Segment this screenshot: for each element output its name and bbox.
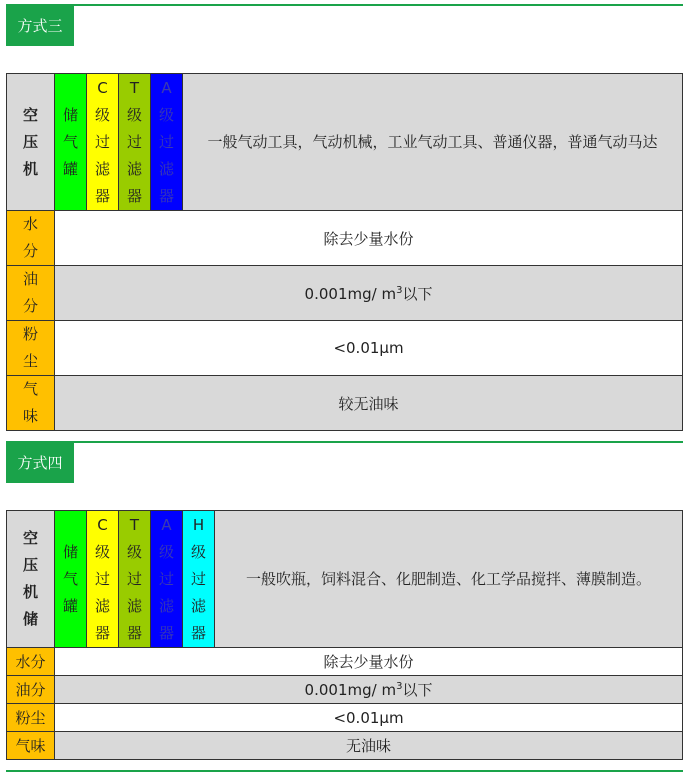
filter-a-char: 器 [158,623,174,642]
filter-c-char: 过 [94,569,110,588]
filter-t-cell [119,74,151,211]
filter-t-char: T [129,78,140,97]
tank-char: 气 [62,132,78,151]
section-4-header-row [7,511,683,648]
compressor-char: 压 [22,556,38,574]
table-row [7,676,683,704]
filter-c-char: 级 [94,542,110,561]
compressor-char: 空 [22,105,38,124]
section-3-header [6,4,683,35]
section-4-table [6,510,683,760]
row-value: <0.01μm [55,321,683,376]
tank-char: 罐 [62,159,78,178]
row-value: 除去少量水份 [55,211,683,266]
table-row [7,648,683,676]
row-value: 较无油味 [55,376,683,431]
filter-a-char: 器 [158,186,174,205]
compressor-char: 压 [22,132,38,151]
filter-t-char: 级 [126,105,142,124]
tank-char: 储 [62,105,78,124]
tank-cell [55,511,87,648]
filter-a-char: 级 [158,105,174,124]
filter-c-char: C [97,515,108,534]
filter-h-char: 器 [190,623,206,642]
filter-a-char: 级 [158,542,174,561]
section-4-header [6,441,683,472]
compressor-char: 空 [22,529,38,547]
filter-a-char: 滤 [158,596,174,615]
tank-char: 储 [62,542,78,561]
section-3-table [6,73,683,431]
filter-t-char: 器 [126,623,142,642]
filter-t-cell [119,511,151,648]
tank-char: 罐 [62,596,78,615]
table-row [7,211,683,266]
table-row [7,376,683,431]
row-value: <0.01μm [55,704,683,732]
filter-t-char: 滤 [126,159,142,178]
filter-t-char: 级 [126,542,142,561]
filter-h-char: 过 [190,569,206,588]
section-3-header-row [7,74,683,211]
row-value: 无油味 [55,732,683,760]
filter-a-char: A [161,515,172,534]
filter-a-char: 过 [158,569,174,588]
filter-t-char: 滤 [126,596,142,615]
filter-a-char: 过 [158,132,174,151]
row-label: 气味 [7,732,55,760]
compressor-cell [7,511,55,648]
row-value: 0.001mg/ $m^3$以下 [55,676,683,704]
filter-a-cell [151,511,183,648]
compressor-char: 储 [22,610,38,628]
row-value: 0.001mg/ $m^3$以下 [55,266,683,321]
filter-c-char: C [97,78,108,97]
tank-cell [55,74,87,211]
filter-a-char: A [161,78,172,97]
filter-h-cell [183,511,215,648]
filter-c-cell [87,74,119,211]
filter-h-char: 滤 [190,596,206,615]
filter-c-char: 器 [94,623,110,642]
application-description: 一般气动工具，气动机械，工业气动工具、普通仪器，普通气动马达 [183,74,683,211]
row-label: 油 分 [7,266,55,321]
filter-c-cell [87,511,119,648]
filter-t-char: 过 [126,569,142,588]
compressor-cell [7,74,55,211]
table-row [7,704,683,732]
filter-h-char: H [192,515,205,534]
tank-char: 气 [62,569,78,588]
section-4-tag: 方式四 [6,443,74,483]
section-3-tag: 方式三 [6,6,74,46]
filter-c-char: 过 [94,132,110,151]
row-label: 气 味 [7,376,55,431]
row-value: 除去少量水份 [55,648,683,676]
row-label: 水分 [7,648,55,676]
row-label: 粉 尘 [7,321,55,376]
row-label: 水 分 [7,211,55,266]
filter-c-char: 滤 [94,159,110,178]
filter-t-char: 器 [126,186,142,205]
filter-t-char: 过 [126,132,142,151]
table-row [7,321,683,376]
application-description: 一般吹瓶，饲料混合、化肥制造、化工学品搅拌、薄膜制造。 [215,511,683,648]
filter-c-char: 器 [94,186,110,205]
filter-c-char: 滤 [94,596,110,615]
row-label: 油分 [7,676,55,704]
bottom-divider [6,770,683,772]
filter-a-char: 滤 [158,159,174,178]
compressor-char: 机 [22,159,38,178]
table-row [7,266,683,321]
filter-a-cell [151,74,183,211]
compressor-char: 机 [22,583,38,601]
filter-c-char: 级 [94,105,110,124]
row-label: 粉尘 [7,704,55,732]
table-row [7,732,683,760]
filter-t-char: T [129,515,140,534]
filter-h-char: 级 [190,542,206,561]
